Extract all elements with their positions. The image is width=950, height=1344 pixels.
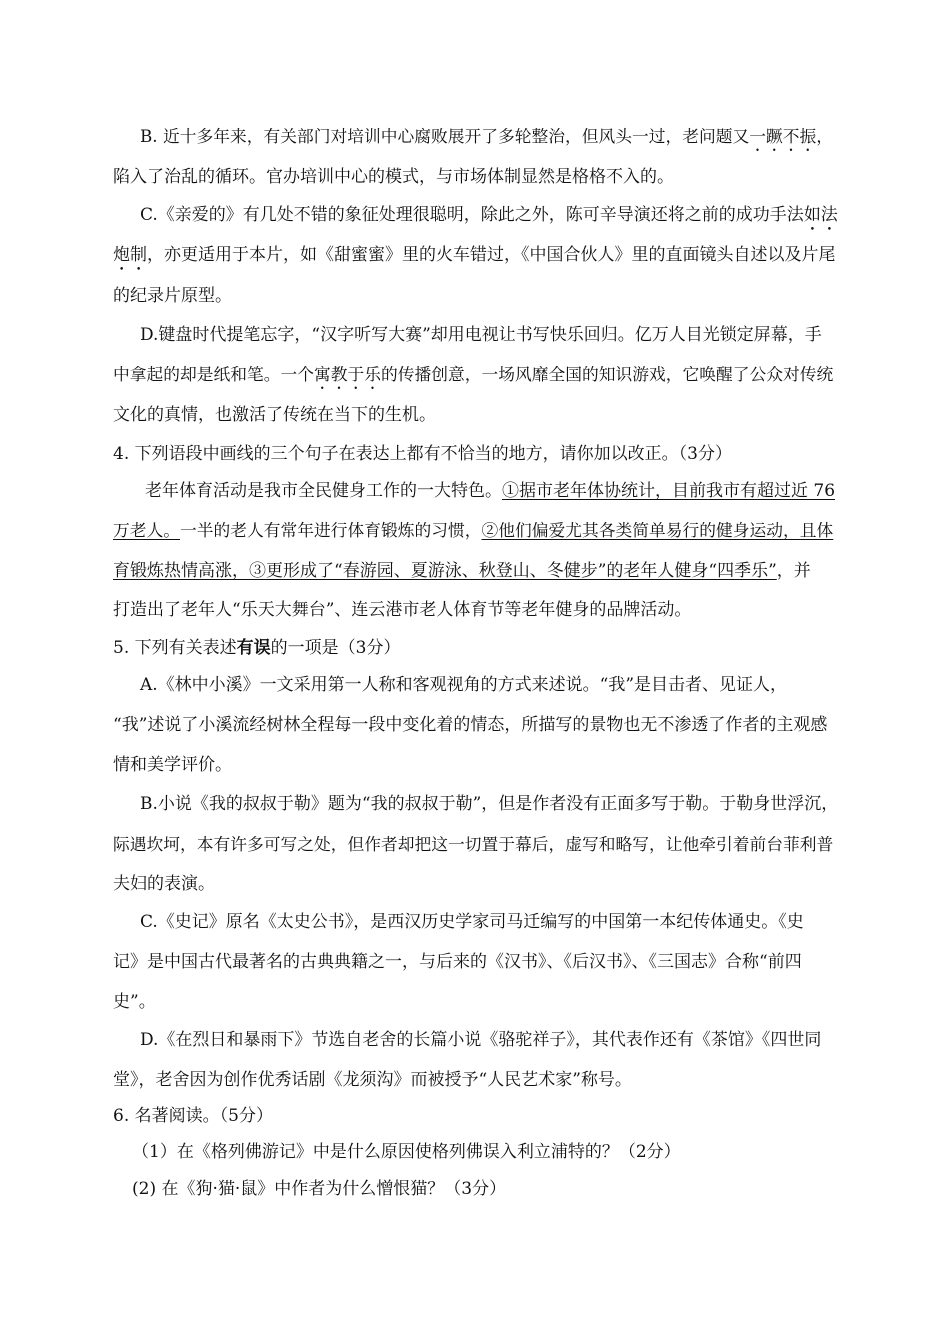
q3-option-c-line1 (140, 204, 838, 235)
text: 一半的老人有常年进行体育锻炼的习惯， (180, 520, 482, 540)
q5-option-a-line3: 情和美学评价。 (113, 755, 232, 775)
q5-option-c-line3: 史”。 (113, 992, 156, 1012)
q6-subquestion-2: (2) 在《狗·猫·鼠》中作者为什么憎恨猫？（3分） (132, 1179, 507, 1199)
q5-option-d-line2: 堂》，老舍因为创作优秀话剧《龙须沟》而被授予“人民艺术家”称号。 (113, 1070, 632, 1090)
q5-option-a-line2: “我”述说了小溪流经树林全程每一段中变化着的情态，所描写的景物也无不渗透了作者的主观感 (113, 715, 828, 735)
q4-passage-line3 (113, 560, 811, 582)
q3-option-d-line2 (113, 363, 833, 393)
underlined-sentence-3: ③更形成了“春游园、夏游泳、秋登山、冬健步”的老年人健身“四季乐” (249, 561, 777, 581)
dotted-idiom: 一蹶不振 (749, 126, 817, 146)
text: C.《亲爱的》有几处不错的象征处理很聪明，除此之外，陈可辛导演还将之前的成功手法 (140, 205, 804, 225)
q3-option-d-line3: 文化的真情，也激活了传统在当下的生机。 (113, 405, 436, 425)
text: 老年体育活动是我市全民健身工作的一大特色。 (145, 481, 502, 501)
q4-passage-line4: 打造出了老年人“乐天大舞台”、连云港市老人体育节等老年健身的品牌活动。 (113, 600, 692, 620)
text: B. 近十多年来，有关部门对培训中心腐败展开了多轮整治，但风头一过，老问题又 (140, 126, 750, 146)
text: ，并 (776, 561, 811, 581)
text: 中拿起的却是纸和笔。一个 (113, 364, 315, 384)
dotted-idiom: 炮制 (113, 245, 147, 265)
q5-option-d-line1: D.《在烈日和暴雨下》节选自老舍的长篇小说《骆驼祥子》，其代表作还有《茶馆》《四世同 (140, 1030, 822, 1050)
q3-option-c-line3: 的纪录片原型。 (113, 286, 232, 306)
underlined-sentence-2: ②他们偏爱尤其各类简单易行的健身运动，且体 (481, 520, 834, 540)
q6-title: 6. 名著阅读。（5分） (113, 1106, 273, 1126)
q5-option-b-line2: 际遇坎坷，本有许多可写之处，但作者却把这一切置于幕后，虚写和略写，让他牵引着前台菲利普 (113, 834, 834, 854)
text: 5. 下列有关表述 (113, 638, 237, 658)
emphasis: 有误 (236, 638, 271, 658)
text: 的传播创意，一场风靡全国的知识游戏，它唤醒了公众对传统 (381, 364, 834, 384)
q4-passage-line2 (113, 519, 833, 541)
q5-option-c-line1: C.《史记》原名《太史公书》，是西汉历史学家司马迁编写的中国第一本纪传体通史。《史 (140, 912, 804, 932)
text: ，亦更适用于本片，如《甜蜜蜜》里的火车错过，《中国合伙人》里的直面镜头自述以及片尾 (147, 245, 836, 265)
q3-option-d-line1: D.键盘时代提笔忘字，“汉字听写大赛”却用电视让书写快乐回归。亿万人目光锁定屏幕，手 (140, 325, 822, 345)
text: ， (816, 126, 833, 146)
underlined-sentence-2: 育锻炼热情高涨， (113, 561, 249, 581)
underlined-sentence-1: ①据市老年体协统计，目前我市有超过近 76 (502, 481, 836, 501)
q3-option-c-line2 (113, 244, 836, 275)
q5-option-b-line1: B.小说《我的叔叔于勒》题为“我的叔叔于勒”，但是作者没有正面多写于勒。于勒身世浮沉， (140, 794, 839, 814)
q4-title: 4. 下列语段中画线的三个句子在表达上都有不恰当的地方，请你加以改正。（3分） (113, 444, 732, 464)
q3-option-b-line1 (140, 125, 833, 155)
q4-passage-line1 (145, 480, 835, 502)
q3-option-b-line2: 陷入了治乱的循环。官办培训中心的模式，与市场体制显然是格格不入的。 (113, 167, 674, 187)
q6-subquestion-1: （1）在《格列佛游记》中是什么原因使格列佛误入利立浦特的？（2分） (132, 1142, 681, 1162)
text: 的一项是（3分） (270, 638, 401, 658)
dotted-idiom: 如法 (803, 205, 838, 225)
q5-option-a-line1: A.《林中小溪》一文采用第一人称和客观视角的方式来述说。“我”是目击者、见证人， (140, 675, 788, 695)
dotted-idiom: 寓教于乐 (314, 364, 382, 384)
q5-title (113, 637, 400, 659)
q5-option-b-line3: 夫妇的表演。 (113, 874, 215, 894)
q5-option-c-line2: 记》是中国古代最著名的古典典籍之一，与后来的《汉书》、《后汉书》、《三国志》合称“前四 (113, 952, 802, 972)
underlined-sentence-1: 万老人。 (113, 520, 181, 540)
